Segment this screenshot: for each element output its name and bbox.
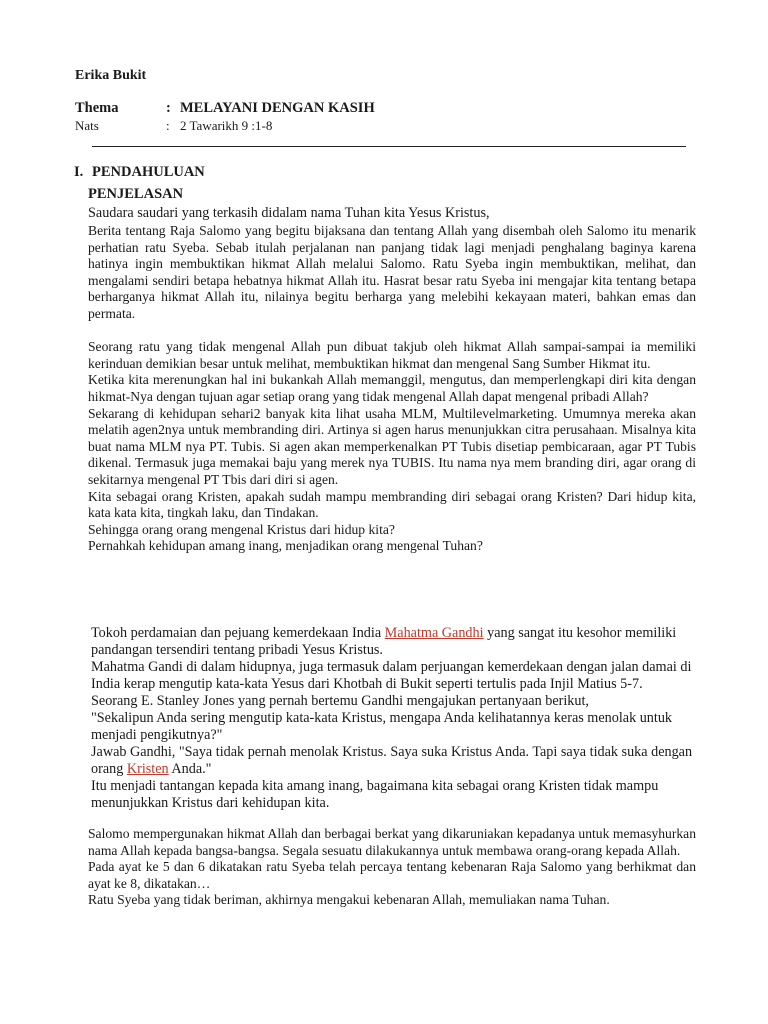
gandhi-intro-pre: Tokoh perdamaian dan pejuang kemerdekaan India [91,625,385,641]
paragraph-merenungkan: Ketika kita merenungkan hal ini bukankah Allah memanggil, mengutus, dan memperlengkapi diri kita dengan hikmat-Nya dengan tujuan agar setiap orang yang tidak mengenal Allah dapat mengenal pribadi Allah? [88,372,696,404]
author-name: Erika Bukit [75,68,147,83]
thema-colon: : [166,100,171,116]
gandhi-answer [91,744,696,778]
challenge-paragraph: Itu menjadi tantangan kepada kita amang inang, bagaimana kita sebagai orang Kristen tidak mampu menunjukkan Kristus dari kehidupan kita. [91,778,659,811]
nats-label: Nats [75,118,99,133]
gandhi-struggle: Mahatma Gandi di dalam hidupnya, juga termasuk dalam perjuangan kemerdekaan dengan jalan damai di India kerap mengutip kata-kata Yesus dari Khotbah di Bukit seperti tertulis pada Injil Matius 5-7. [91,659,692,692]
thema-value: MELAYANI DENGAN KASIH [180,100,375,116]
section-number: I. [74,164,84,180]
link-kristen[interactable]: Kristen [126,761,169,777]
closing-syeba: Ratu Syeba yang tidak beriman, akhirnya mengakui kebenaran Allah, memuliakan nama Tuhan. [88,892,610,908]
intro-greeting: Saudara saudari yang terkasih didalam nama Tuhan kita Yesus Kristus, [88,205,490,221]
header-divider [92,146,686,147]
gandhi-section [91,625,696,812]
nats-colon: : [166,118,170,133]
paragraph-salomo: Berita tentang Raja Salomo yang begitu bijaksana dan tentang Allah yang disembah oleh Salomo itu menarik perhatian ratu Syeba. Sebab itulah perjalanan nan panjang tidak lagi menjadi penghalang baginya karena hatinya ingin membuktikan hikmat Allah melalui Salomo. Ratu Syeba ingin membuktikan, melihat, dan mengalami sendiri betapa hebatnya hikmat Allah itu. Hasrat besar ratu Syeba ini mengajar kita tentang betapa berharganya hikmat Allah itu, nilainya begitu berharga yang melebihi kekayaan materi, bahkan emas dan permata. [88,223,696,321]
jones-question: "Sekalipun Anda sering mengutip kata-kata Kristus, mengapa Anda kelihatannya keras menolak untuk menjadi pengikutnya?" [91,710,673,743]
paragraph-ratu: Seorang ratu yang tidak mengenal Allah pun dibuat takjub oleh hikmat Allah sampai-sampai ia memiliki kerinduan demikian besar untuk melihat, membuktikan hikmat dan mengenal Sang Sumber Hikmat itu. [88,339,696,371]
paragraph-sehingga: Sehingga orang orang mengenal Kristus dari hidup kita? [88,521,395,537]
closing-salomo: Salomo mempergunakan hikmat Allah dan berbagai berkat yang dikaruniakan kepadanya untuk memasyhurkan nama Allah kepada bangsa-bangsa. Segala sesuatu dilakukannya untuk membawa orang-orang kepada Allah. [88,826,696,858]
thema-label: Thema [75,100,119,116]
link-mahatma-gandhi[interactable]: Mahatma Gandhi [384,625,484,641]
gandhi-answer-post: Anda." [168,761,212,777]
closing-body [88,826,696,909]
intro-paragraphs [88,223,696,555]
stanley-jones: Seorang E. Stanley Jones yang pernah bertemu Gandhi mengajukan pertanyaan berikut, [91,693,589,709]
paragraph-gap [88,323,696,340]
paragraph-mlm: Sekarang di kehidupan sehari2 banyak kita lihat usaha MLM, Multilevelmarketing. Umumnya mereka akan melatih agen2nya untuk membranding diri. Artinya si agen harus menunjukkan citra perusahaan. Misalnya kita buat nama MLM nya PT. Tubis. Si agen akan memperkenalkan PT Tubis disetiap pembicaraan, agar PT Tubis dikenal. Termasuk juga memakai baju yang merek nya TUBIS. Itu nama nya mem branding diri, agar orang di sekitarnya mengenal PT Tbis dari diri si agen. [88,405,696,487]
nats-value: 2 Tawarikh 9 :1-8 [180,118,273,133]
section-title: PENDAHULUAN [92,164,205,180]
gandhi-intro-post: yang sangat itu kesohor memiliki pandangan tersendiri tentang pribadi Yesus Kristus. [91,625,677,658]
paragraph-kristen: Kita sebagai orang Kristen, apakah sudah mampu membranding diri sebagai orang Kristen? Dari hidup kita, kata kata kita, tingkah laku, dan Tindakan. [88,488,696,521]
paragraph-pernahkah: Pernahkah kehidupan amang inang, menjadikan orang mengenal Tuhan? [88,538,483,554]
closing-ayat: Pada ayat ke 5 dan 6 dikatakan ratu Syeba telah percaya tentang kebenaran Raja Salomo yang berhikmat dan ayat ke 8, dikatakan… [88,859,696,891]
section-subtitle: PENJELASAN [88,186,184,202]
gandhi-answer-pre: Jawab Gandhi, "Saya tidak pernah menolak Kristus. Saya suka Kristus Anda. Tapi saya tidak suka dengan orang [91,744,693,777]
gandhi-intro [91,625,696,659]
intro-body [88,205,696,222]
